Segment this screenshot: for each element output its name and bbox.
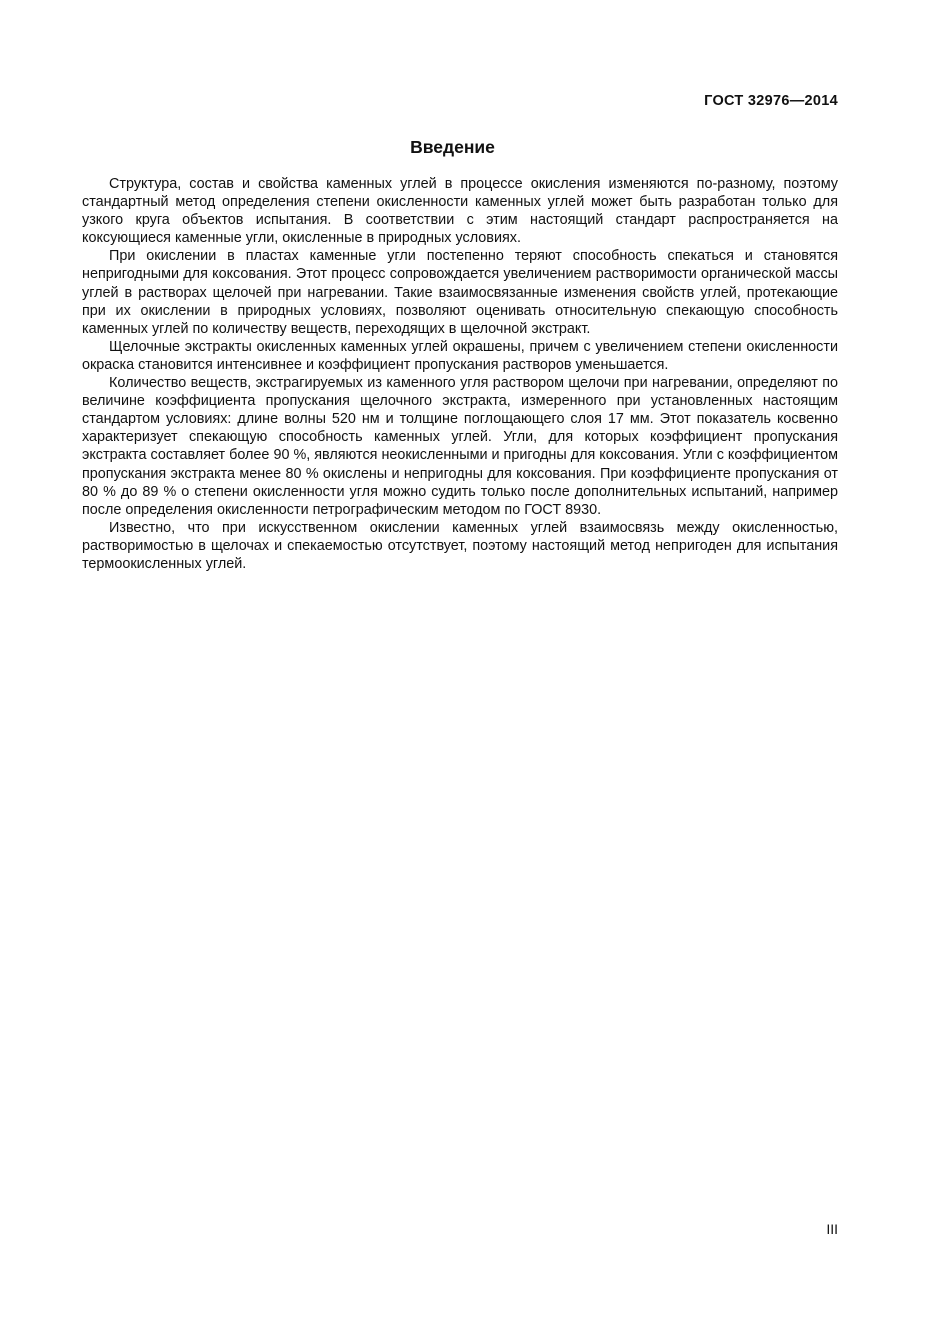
paragraph-4: Количество веществ, экстрагируемых из каменного угля раствором щелочи при нагревании, определяют по величине коэффициента пропускания щелочного экстракта, измеренного при установленных настоящим стандартом условиях: длине волны 520 нм и толщине поглощающего слоя 17 мм. Этот показатель косвенно характеризует спекающую способность каменных углей. Угли, для которых коэффициент пропускания экстракта составляет более 90 %, являются неокисленными и пригодны для коксования. Угли с коэффициентом пропускания экстракта менее 80 % окислены и непригодны для коксования. При коэффициенте пропускания от 80 % до 89 % о степени окисленности угля можно судить только после дополнительных испытаний, например после определения окисленности петрографическим методом по ГОСТ 8930.: [82, 375, 838, 518]
paragraph-1: Структура, состав и свойства каменных углей в процессе окисления изменяются по-разному, поэтому стандартный метод определения степени окисленности каменных углей может быть разработан только для узкого круга объектов испытания. В соответствии с этим настоящий стандарт распространяется на коксующиеся каменные угли, окисленные в природных условиях.: [82, 176, 838, 247]
section-title: Введение: [410, 137, 495, 157]
page-number: III: [826, 1221, 838, 1237]
paragraph-2: При окислении в пластах каменные угли постепенно теряют способность спекаться и становятся непригодными для коксования. Этот процесс сопровождается увеличением растворимости органической массы углей в растворах щелочей при нагревании. Такие взаимосвязанные изменения свойств углей, протекающие при их окислении в природных условиях, позволяют оценивать относительную спекающую способность каменных углей по количеству веществ, переходящих в щелочной экстракт.: [82, 248, 838, 337]
standard-code-header: ГОСТ 32976—2014: [704, 93, 838, 109]
body-text: [82, 175, 838, 573]
paragraph-5: Известно, что при искусственном окислении каменных углей взаимосвязь между окисленностью, растворимостью в щелочах и спекаемостью отсутствует, поэтому настоящий метод непригоден для испытания термоокисленных углей.: [82, 519, 838, 572]
paragraph-3: Щелочные экстракты окисленных каменных углей окрашены, причем с увеличением степени окисленности окраска становится интенсивнее и коэффициент пропускания растворов уменьшается.: [82, 338, 838, 373]
